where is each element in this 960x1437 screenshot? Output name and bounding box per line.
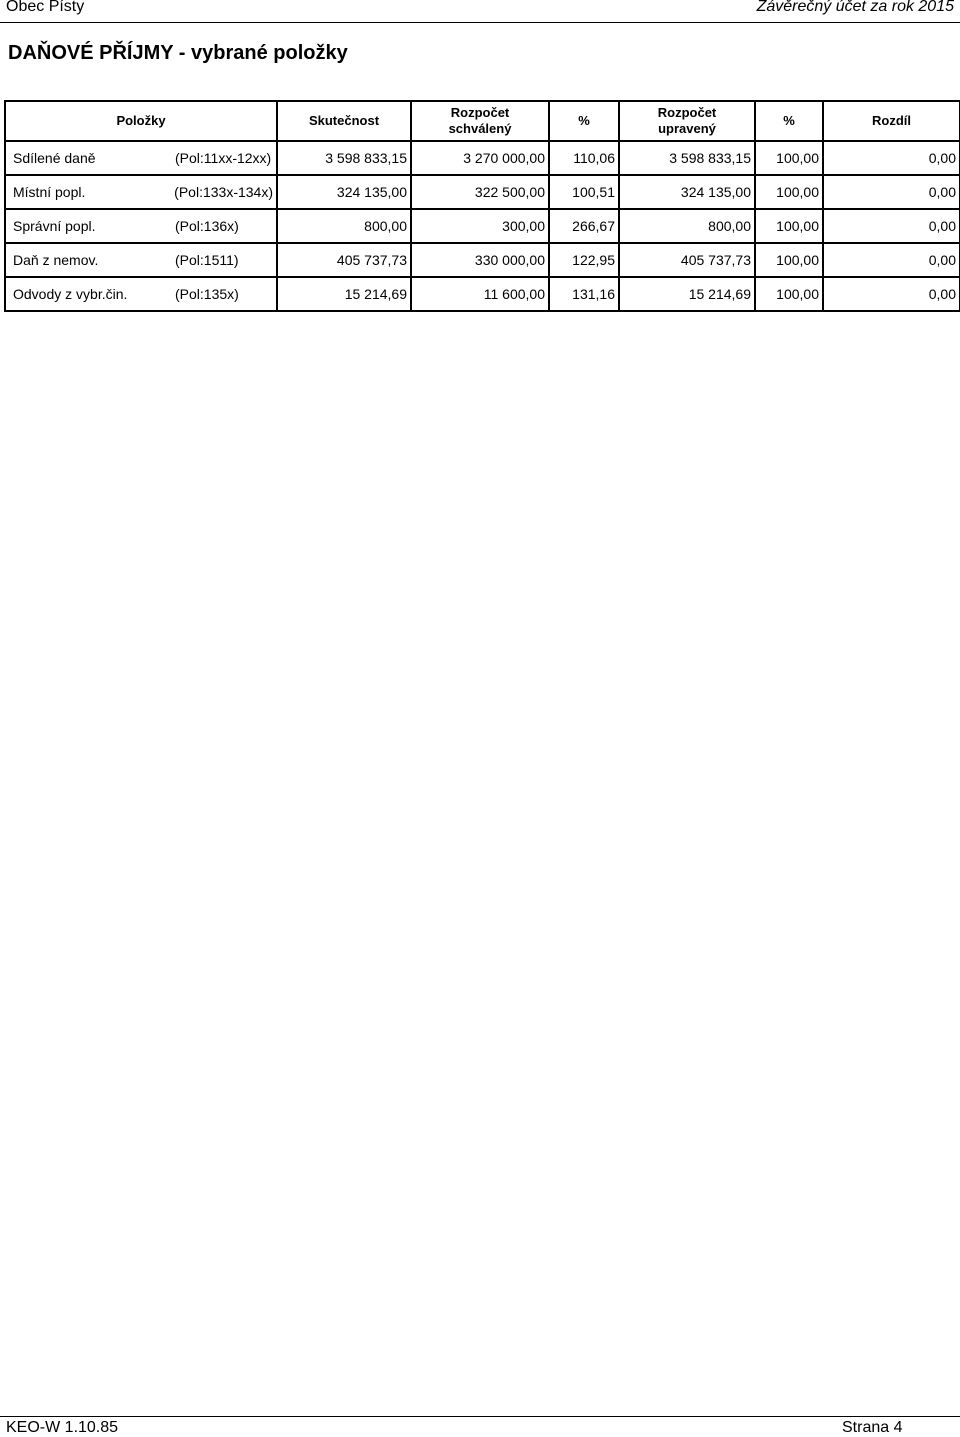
row-item-code: (Pol:136x) — [175, 218, 239, 234]
cell-rozdil: 0,00 — [823, 175, 960, 209]
cell-pct-schvaleny: 131,16 — [549, 277, 619, 311]
cell-skutecnost: 405 737,73 — [277, 243, 411, 277]
col-header-rozpocet-upraveny: Rozpočet upravený — [619, 101, 755, 141]
cell-pct-schvaleny: 100,51 — [549, 175, 619, 209]
cell-rozpocet-schvaleny: 300,00 — [411, 209, 549, 243]
cell-pct-schvaleny: 266,67 — [549, 209, 619, 243]
col-header-pct-upraveny: % — [755, 101, 823, 141]
footer-software-version: KEO-W 1.10.85 — [6, 1419, 119, 1436]
cell-pct-schvaleny: 122,95 — [549, 243, 619, 277]
cell-skutecnost: 800,00 — [277, 209, 411, 243]
page-title: DAŇOVÉ PŘÍJMY - vybrané položky — [8, 42, 348, 64]
cell-rozpocet-upraveny: 15 214,69 — [619, 277, 755, 311]
tax-income-table — [4, 100, 960, 312]
cell-rozpocet-upraveny: 324 135,00 — [619, 175, 755, 209]
cell-rozdil: 0,00 — [823, 141, 960, 175]
cell-skutecnost: 324 135,00 — [277, 175, 411, 209]
table-row — [5, 175, 960, 209]
row-item-name: Odvody z vybr.čin. — [13, 286, 128, 302]
table-row — [5, 243, 960, 277]
row-item-name: Místní popl. — [13, 184, 86, 200]
footer-divider — [0, 1416, 960, 1417]
cell-rozpocet-schvaleny: 322 500,00 — [411, 175, 549, 209]
cell-rozpocet-upraveny: 3 598 833,15 — [619, 141, 755, 175]
col-header-rozdil: Rozdíl — [823, 101, 960, 141]
cell-rozpocet-schvaleny: 330 000,00 — [411, 243, 549, 277]
row-item-cell — [5, 277, 277, 311]
col-header-skutecnost: Skutečnost — [277, 101, 411, 141]
cell-rozdil: 0,00 — [823, 243, 960, 277]
row-item-name: Správní popl. — [13, 218, 96, 234]
row-item-cell — [5, 243, 277, 277]
header-divider — [0, 22, 960, 23]
row-item-cell — [5, 209, 277, 243]
cell-rozpocet-upraveny: 800,00 — [619, 209, 755, 243]
cell-rozpocet-schvaleny: 11 600,00 — [411, 277, 549, 311]
header-report-title: Závěrečný účet za rok 2015 — [756, 0, 954, 15]
row-item-code: (Pol:11xx-12xx) — [175, 150, 272, 166]
table-header-row — [5, 101, 960, 141]
table-row — [5, 209, 960, 243]
col-header-polozky: Položky — [5, 101, 277, 141]
cell-rozdil: 0,00 — [823, 209, 960, 243]
row-item-cell — [5, 175, 277, 209]
table-row — [5, 141, 960, 175]
cell-pct-schvaleny: 110,06 — [549, 141, 619, 175]
cell-pct-upraveny: 100,00 — [755, 141, 823, 175]
row-item-code: (Pol:133x-134x) — [174, 184, 273, 200]
col-header-rozpocet-schvaleny: Rozpočet schválený — [411, 101, 549, 141]
cell-pct-upraveny: 100,00 — [755, 209, 823, 243]
cell-rozpocet-upraveny: 405 737,73 — [619, 243, 755, 277]
row-item-code: (Pol:1511) — [175, 252, 239, 268]
cell-skutecnost: 3 598 833,15 — [277, 141, 411, 175]
row-item-name: Sdílené daně — [13, 150, 96, 166]
row-item-code: (Pol:135x) — [175, 286, 239, 302]
cell-rozpocet-schvaleny: 3 270 000,00 — [411, 141, 549, 175]
row-item-name: Daň z nemov. — [13, 252, 99, 268]
row-item-cell — [5, 141, 277, 175]
cell-skutecnost: 15 214,69 — [277, 277, 411, 311]
table-row — [5, 277, 960, 311]
header-municipality: Obec Písty — [6, 0, 85, 15]
cell-pct-upraveny: 100,00 — [755, 175, 823, 209]
cell-pct-upraveny: 100,00 — [755, 243, 823, 277]
footer-page-number: Strana 4 — [842, 1419, 903, 1436]
cell-rozdil: 0,00 — [823, 277, 960, 311]
cell-pct-upraveny: 100,00 — [755, 277, 823, 311]
col-header-pct-schvaleny: % — [549, 101, 619, 141]
